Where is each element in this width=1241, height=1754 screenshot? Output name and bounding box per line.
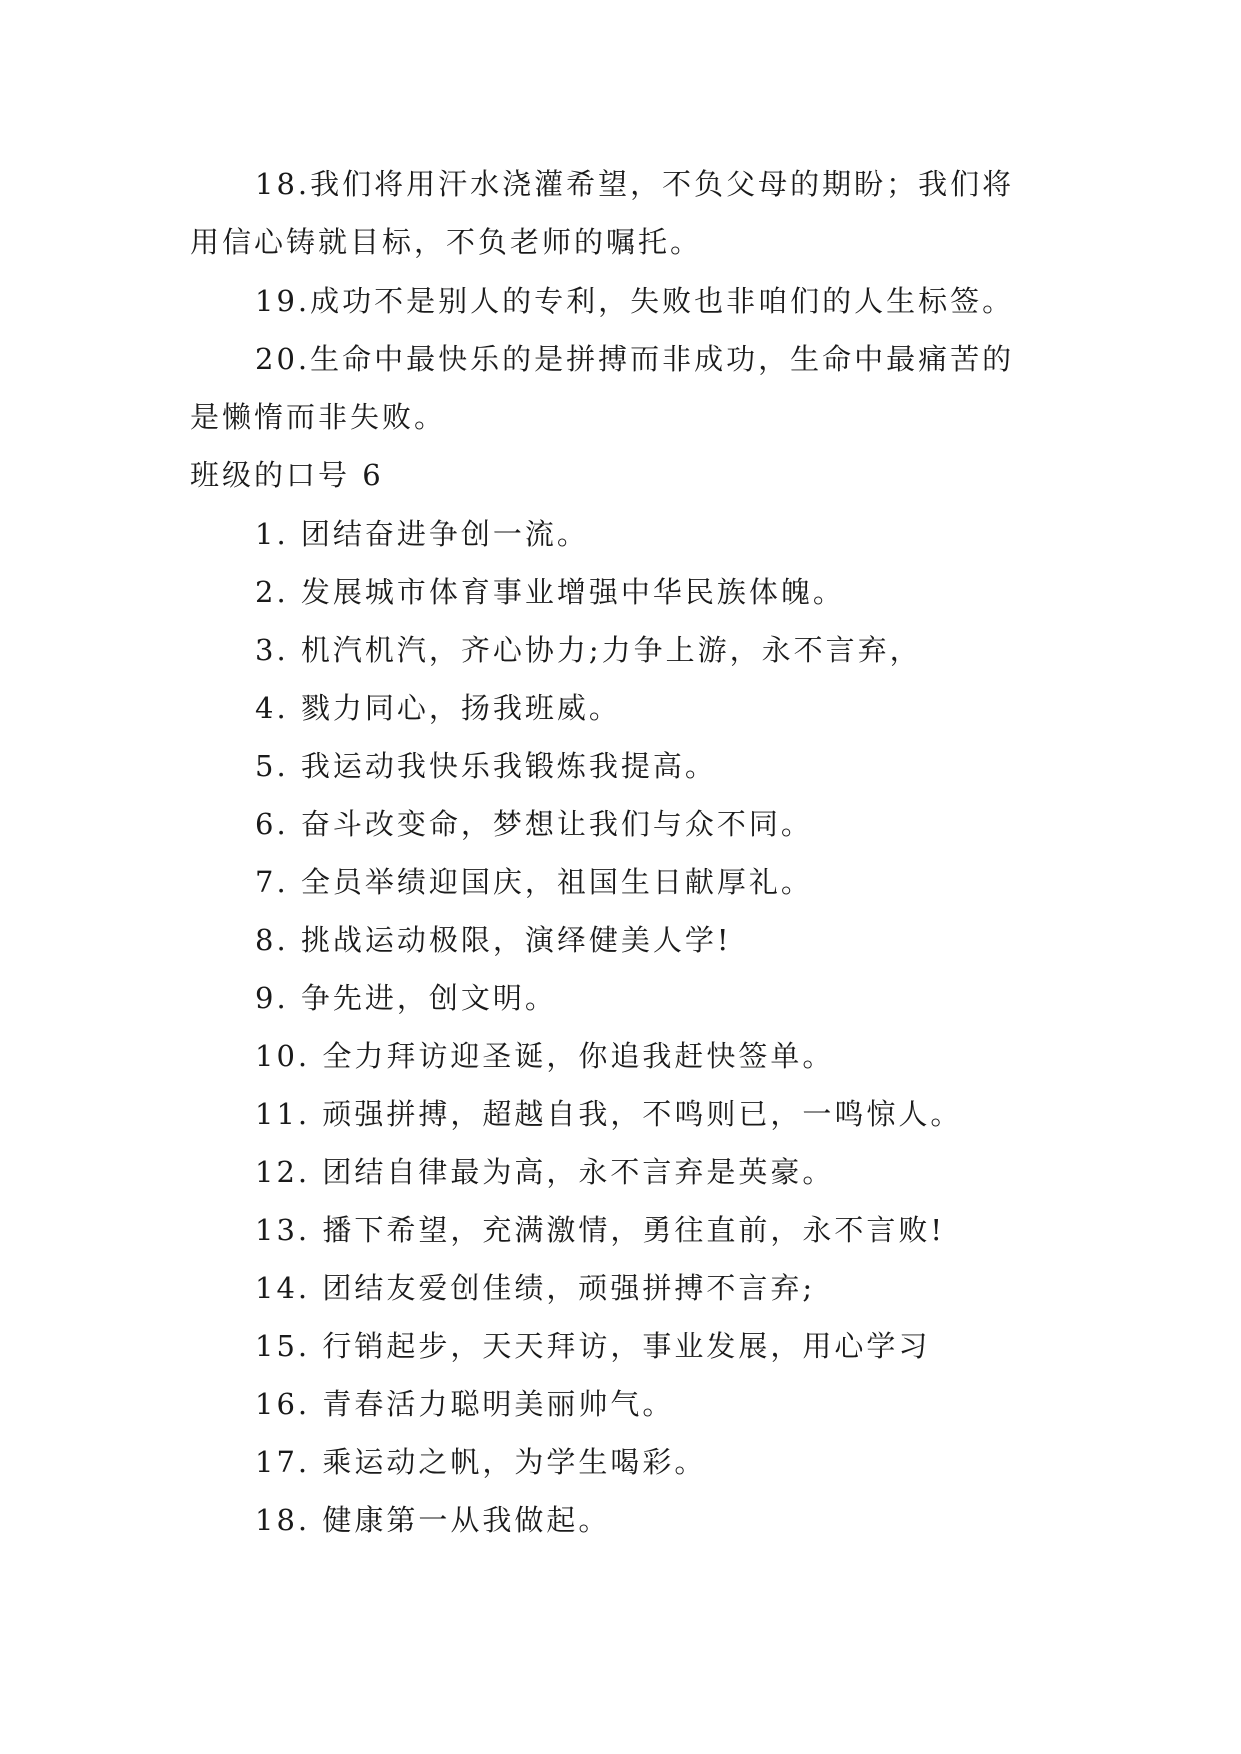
slogan-item-15: 15. 行销起步，天天拜访，事业发展，用心学习	[255, 1329, 931, 1363]
slogan-item-7: 7. 全员举绩迎国庆，祖国生日献厚礼。	[255, 865, 813, 899]
intro-line-4: 20.生命中最快乐的是拼搏而非成功，生命中最痛苦的	[255, 342, 1015, 376]
slogan-item-2: 2. 发展城市体育事业增强中华民族体魄。	[255, 575, 845, 609]
slogan-item-6: 6. 奋斗改变命，梦想让我们与众不同。	[255, 807, 813, 841]
slogan-item-3: 3. 机汽机汽，齐心协力;力争上游，永不言弃，	[255, 633, 922, 667]
intro-line-5: 是懒惰而非失败。	[190, 400, 447, 434]
slogan-item-1: 1. 团结奋进争创一流。	[255, 517, 589, 551]
intro-line-2: 用信心铸就目标，不负老师的嘱托。	[190, 225, 703, 259]
slogan-item-13: 13. 播下希望，充满激情，勇往直前，永不言败!	[255, 1213, 945, 1247]
slogan-item-14: 14. 团结友爱创佳绩，顽强拼搏不言弃;	[255, 1271, 816, 1305]
slogan-item-8: 8. 挑战运动极限，演绎健美人学!	[255, 923, 732, 957]
slogan-item-9: 9. 争先进，创文明。	[255, 981, 557, 1015]
intro-line-1: 18.我们将用汗水浇灌希望，不负父母的期盼；我们将	[255, 167, 1015, 201]
intro-line-3: 19.成功不是别人的专利，失败也非咱们的人生标签。	[255, 284, 1015, 318]
slogan-item-11: 11. 顽强拼搏，超越自我，不鸣则已，一鸣惊人。	[255, 1097, 963, 1131]
slogan-item-4: 4. 戮力同心，扬我班威。	[255, 691, 621, 725]
slogan-item-18: 18. 健康第一从我做起。	[255, 1503, 611, 1537]
slogan-item-10: 10. 全力拜访迎圣诞，你追我赶快签单。	[255, 1039, 835, 1073]
slogan-item-12: 12. 团结自律最为高，永不言弃是英豪。	[255, 1155, 835, 1189]
section-heading: 班级的口号 6	[190, 458, 384, 492]
slogan-item-5: 5. 我运动我快乐我锻炼我提高。	[255, 749, 717, 783]
slogan-item-16: 16. 青春活力聪明美丽帅气。	[255, 1387, 675, 1421]
slogan-item-17: 17. 乘运动之帆，为学生喝彩。	[255, 1445, 707, 1479]
